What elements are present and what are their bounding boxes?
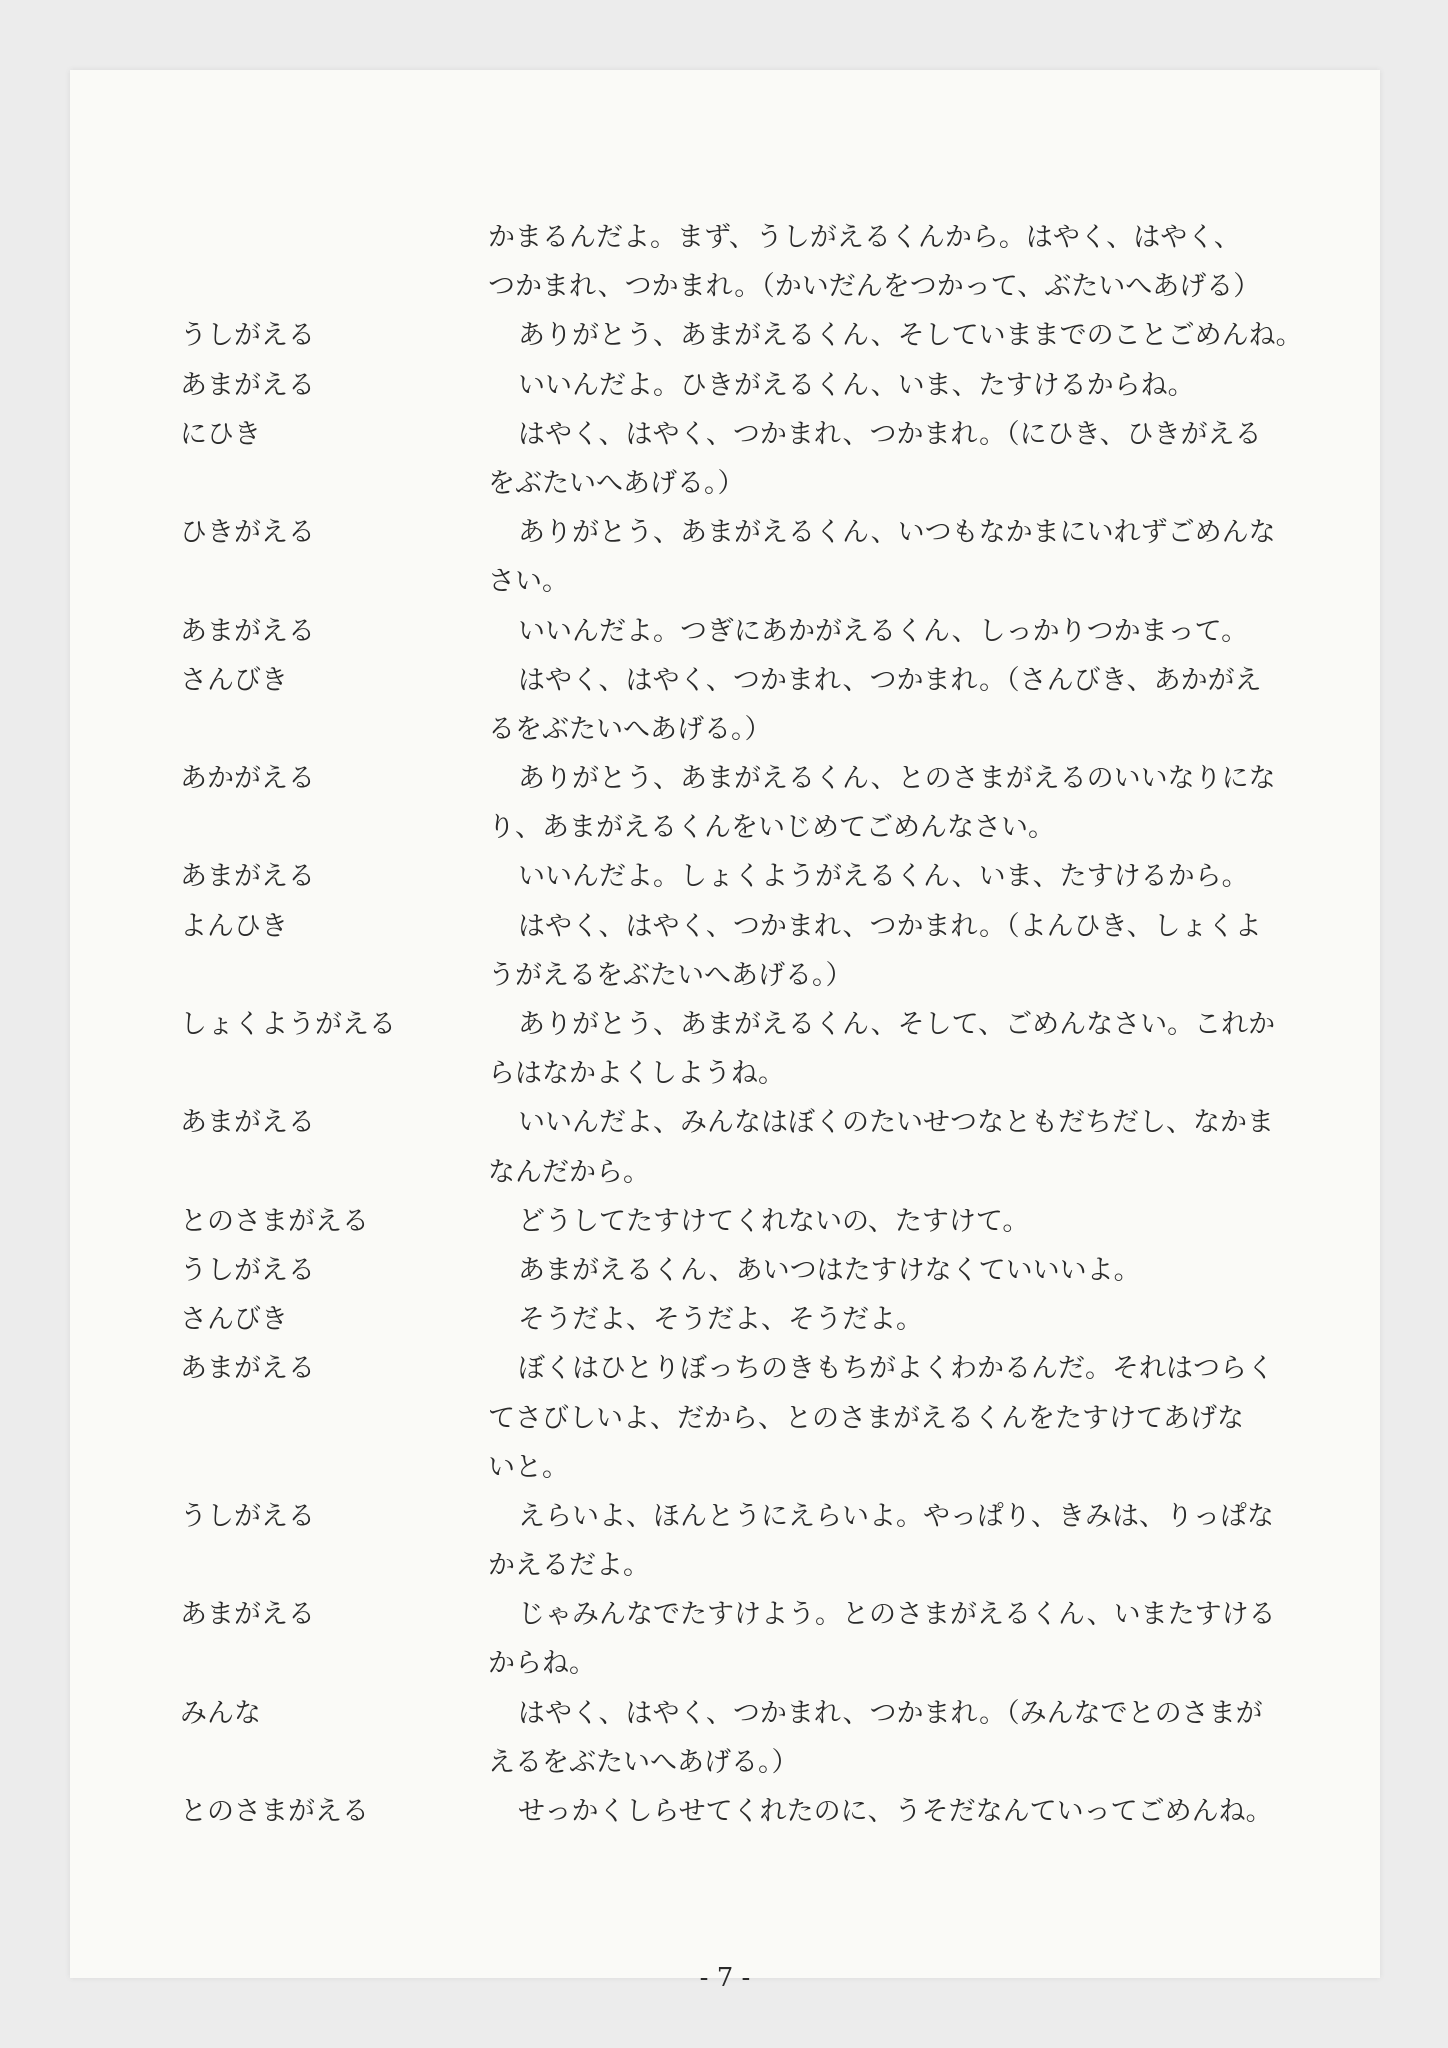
dialogue-text: いいんだよ、みんなはぼくのたいせつなともだちだし、なかま bbox=[518, 1107, 1274, 1139]
script-line bbox=[180, 1049, 1345, 1098]
speaker-name: しょくようがえる bbox=[180, 1009, 396, 1040]
script-line bbox=[180, 1443, 1345, 1492]
page-number: - 7 - bbox=[699, 1963, 751, 1993]
script-line bbox=[180, 607, 1345, 656]
script-line bbox=[180, 852, 1345, 901]
script-line bbox=[180, 262, 1345, 311]
dialogue-text: るをぶたいへあげる。） bbox=[488, 713, 772, 745]
script-body bbox=[180, 213, 1345, 1836]
dialogue-text: り、あまがえるくんをいじめてごめんなさい。 bbox=[488, 812, 1055, 844]
dialogue-text: てさびしいよ、だから、とのさまがえるくんをたすけてあげな bbox=[488, 1402, 1244, 1434]
script-line bbox=[180, 213, 1345, 262]
script-line bbox=[180, 656, 1345, 705]
script-line bbox=[180, 1590, 1345, 1639]
script-line bbox=[180, 705, 1345, 754]
dialogue-text: あまがえるくん、あいつはたすけなくていいいよ。 bbox=[518, 1254, 1141, 1286]
speaker-name: あかがえる bbox=[180, 763, 315, 795]
dialogue-text: からね。 bbox=[488, 1648, 596, 1680]
speaker-name: さんびき bbox=[180, 664, 288, 696]
script-line bbox=[180, 311, 1345, 360]
speaker-name: とのさまがえる bbox=[180, 1796, 369, 1827]
speaker-name: にひき bbox=[180, 418, 261, 450]
dialogue-text: はやく、はやく、つかまれ、つかまれ。（にひき、ひきがえる bbox=[518, 418, 1262, 450]
dialogue-text: そうだよ、そうだよ、そうだよ。 bbox=[518, 1304, 923, 1336]
dialogue-text: えらいよ、ほんとうにえらいよ。やっぱり、きみは、りっぱな bbox=[518, 1500, 1274, 1532]
script-line bbox=[180, 1246, 1345, 1295]
dialogue-text: ありがとう、あまがえるくん、とのさまがえるのいいなりにな bbox=[518, 763, 1276, 795]
script-line bbox=[180, 1492, 1345, 1541]
script-line bbox=[180, 1787, 1345, 1836]
dialogue-text: せっかくしらせてくれたのに、うそだなんていってごめんね。 bbox=[518, 1796, 1273, 1827]
script-line bbox=[180, 1098, 1345, 1147]
dialogue-text: ありがとう、あまがえるくん、いつもなかまにいれずごめんな bbox=[518, 517, 1276, 549]
speaker-name: うしがえる bbox=[180, 1254, 315, 1286]
script-line bbox=[180, 410, 1345, 459]
script-line bbox=[180, 508, 1345, 557]
dialogue-text: つかまれ、つかまれ。（かいだんをつかって、ぶたいへあげる） bbox=[488, 271, 1261, 303]
script-line bbox=[180, 951, 1345, 1000]
script-line bbox=[180, 1639, 1345, 1688]
dialogue-text: いいんだよ。つぎにあかがえるくん、しっかりつかまって。 bbox=[518, 615, 1249, 647]
speaker-name: あまがえる bbox=[180, 1353, 315, 1385]
dialogue-text: らはなかよくしようね。 bbox=[488, 1058, 785, 1090]
script-line bbox=[180, 1197, 1345, 1246]
script-line bbox=[180, 1295, 1345, 1344]
dialogue-text: なんだから。 bbox=[488, 1156, 650, 1188]
dialogue-text: はやく、はやく、つかまれ、つかまれ。（よんひき、しょくよ bbox=[518, 910, 1262, 942]
speaker-name: うしがえる bbox=[180, 1500, 315, 1532]
speaker-name: あまがえる bbox=[180, 861, 315, 893]
speaker-name: ひきがえる bbox=[180, 517, 315, 549]
script-line bbox=[180, 1541, 1345, 1590]
dialogue-text: いと。 bbox=[488, 1451, 569, 1483]
dialogue-text: いいんだよ。しょくようがえるくん、いま、たすけるから。 bbox=[518, 861, 1249, 893]
document-page bbox=[70, 70, 1380, 1993]
dialogue-text: さい。 bbox=[488, 566, 569, 598]
dialogue-text: かえるだよ。 bbox=[488, 1550, 650, 1582]
script-line bbox=[180, 1689, 1345, 1738]
speaker-name: とのさまがえる bbox=[180, 1205, 369, 1237]
dialogue-text: はやく、はやく、つかまれ、つかまれ。（みんなでとのさまが bbox=[518, 1697, 1263, 1729]
speaker-name: さんびき bbox=[180, 1304, 288, 1336]
dialogue-text: をぶたいへあげる。） bbox=[488, 467, 745, 499]
speaker-name: みんな bbox=[180, 1697, 261, 1729]
script-line bbox=[180, 1394, 1345, 1443]
speaker-name: あまがえる bbox=[180, 615, 315, 647]
dialogue-text: えるをぶたいへあげる。） bbox=[488, 1746, 799, 1778]
dialogue-text: かまるんだよ。まず、うしがえるくんから。はやく、はやく、 bbox=[488, 222, 1241, 253]
speaker-name: あまがえる bbox=[180, 369, 315, 401]
script-line bbox=[180, 1738, 1345, 1787]
script-line bbox=[180, 557, 1345, 606]
dialogue-text: じゃみんなでたすけよう。とのさまがえるくん、いまたすける bbox=[518, 1599, 1276, 1631]
script-line bbox=[180, 1344, 1345, 1393]
script-line bbox=[180, 1148, 1345, 1197]
script-line bbox=[180, 361, 1345, 410]
script-line bbox=[180, 459, 1345, 508]
speaker-name: あまがえる bbox=[180, 1107, 315, 1139]
speaker-name: あまがえる bbox=[180, 1599, 315, 1631]
dialogue-text: ありがとう、あまがえるくん、そして、ごめんなさい。これか bbox=[518, 1009, 1276, 1040]
script-line bbox=[180, 803, 1345, 852]
script-line bbox=[180, 902, 1345, 951]
speaker-name: よんひき bbox=[180, 910, 288, 942]
dialogue-text: ぼくはひとりぼっちのきもちがよくわかるんだ。それはつらく bbox=[518, 1353, 1274, 1385]
dialogue-text: いいんだよ。ひきがえるくん、いま、たすけるからね。 bbox=[518, 369, 1195, 401]
dialogue-text: はやく、はやく、つかまれ、つかまれ。（さんびき、あかがえ bbox=[518, 664, 1262, 696]
script-line bbox=[180, 754, 1345, 803]
dialogue-text: ありがとう、あまがえるくん、そしていままでのことごめんね。 bbox=[518, 320, 1303, 352]
speaker-name: うしがえる bbox=[180, 320, 315, 352]
script-line bbox=[180, 1000, 1345, 1049]
dialogue-text: うがえるをぶたいへあげる。） bbox=[488, 959, 853, 991]
dialogue-text: どうしてたすけてくれないの、たすけて。 bbox=[518, 1205, 1030, 1237]
